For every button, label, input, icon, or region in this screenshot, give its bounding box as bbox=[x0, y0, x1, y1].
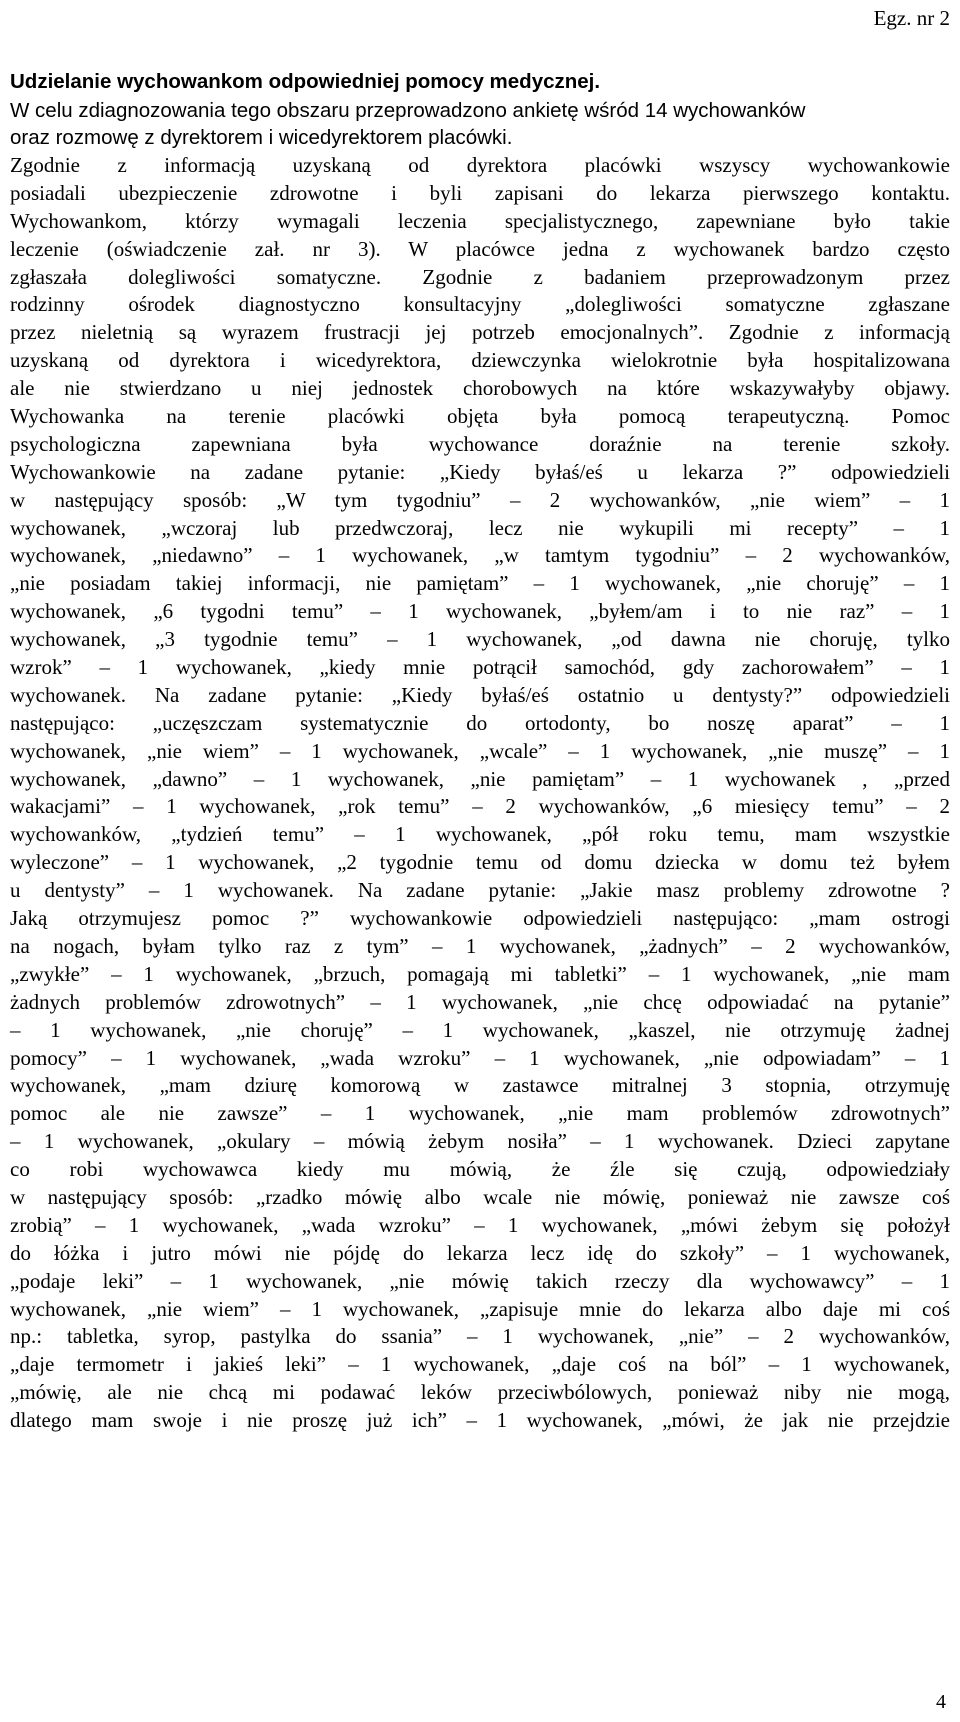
body-line: „zwykłe” – 1 wychowanek, „brzuch, pomagają mi tabletki” – 1 wychowanek, „nie mam bbox=[10, 961, 950, 986]
intro-line: oraz rozmowę z dyrektorem i wicedyrektorem placówki. bbox=[10, 126, 513, 149]
body-line: „daje termometr i jakieś leki” – 1 wychowanek, „daje coś na ból” – 1 wychowanek, bbox=[10, 1352, 950, 1377]
document-number-label: Egz. nr 2 bbox=[873, 6, 950, 30]
body-paragraph bbox=[10, 152, 950, 1435]
body-line: żadnych problemów zdrowotnych” – 1 wychowanek, „nie chcę odpowiadać na pytanie” bbox=[10, 989, 950, 1014]
body-line: psychologiczna zapewniana była wychowance doraźnie na terenie szkoły. bbox=[10, 431, 950, 456]
body-line: Jaką otrzymujesz pomoc ?” wychowankowie odpowiedzieli następująco: „mam ostrogi bbox=[10, 906, 950, 931]
body-line: Zgodnie z informacją uzyskaną od dyrektora placówki wszyscy wychowankowie bbox=[10, 153, 950, 177]
body-line: – 1 wychowanek, „nie choruję” – 1 wychowanek, „kaszel, nie otrzymuję żadnej bbox=[10, 1017, 950, 1042]
body-line: ale nie stwierdzano u niej jednostek chorobowych na które wskazywałyby objawy. bbox=[10, 376, 950, 401]
body-line: wychowanek, „mam dziurę komorową w zastawce mitralnej 3 stopnia, otrzymuję bbox=[10, 1073, 950, 1098]
body-line: Wychowanka na terenie placówki objęta była pomocą terapeutyczną. Pomoc bbox=[10, 404, 950, 429]
body-line: wychowanek, „nie wiem” – 1 wychowanek, „zapisuje mnie do lekarza albo daje mi coś bbox=[10, 1296, 950, 1321]
body-line: wychowanek, „nie wiem” – 1 wychowanek, „wcale” – 1 wychowanek, „nie muszę” – 1 bbox=[10, 738, 950, 763]
body-line: w następujący sposób: „W tym tygodniu” – 2 wychowanków, „nie wiem” – 1 bbox=[10, 487, 950, 512]
body-line: wychowanek, „3 tygodnie temu” – 1 wychowanek, „od dawna nie choruję, tylko bbox=[10, 627, 950, 652]
intro-paragraph bbox=[10, 97, 950, 151]
body-line: zrobią” – 1 wychowanek, „wada wzroku” – 1 wychowanek, „mówi żebym się położył bbox=[10, 1212, 950, 1237]
intro-line: W celu zdiagnozowania tego obszaru przeprowadzono ankietę wśród 14 wychowanków bbox=[10, 99, 806, 122]
body-line: rodzinny ośrodek diagnostyczno konsultacyjny „dolegliwości somatyczne zgłaszane bbox=[10, 292, 950, 317]
body-line: przez nieletnią są wyrazem frustracji jej potrzeb emocjonalnych”. Zgodnie z informacją bbox=[10, 320, 950, 345]
body-line: uzyskaną od dyrektora i wicedyrektora, dziewczynka wielokrotnie była hospitalizowana bbox=[10, 348, 950, 373]
body-line: zgłaszała dolegliwości somatyczne. Zgodnie z badaniem przeprowadzonym przez bbox=[10, 264, 950, 289]
body-line: wychowanek, „niedawno” – 1 wychowanek, „w tamtym tygodniu” – 2 wychowanków, bbox=[10, 543, 950, 568]
body-line: wychowanek, „dawno” – 1 wychowanek, „nie pamiętam” – 1 wychowanek , „przed bbox=[10, 766, 950, 791]
body-line: posiadali ubezpieczenie zdrowotne i byli zapisani do lekarza pierwszego kontaktu. bbox=[10, 180, 950, 205]
body-line: „mówię, ale nie chcą mi podawać leków przeciwbólowych, ponieważ niby nie mogą, bbox=[10, 1380, 950, 1405]
body-line: leczenie (oświadczenie zał. nr 3). W placówce jedna z wychowanek bardzo często bbox=[10, 236, 950, 261]
body-line: wychowanków, „tydzień temu” – 1 wychowanek, „pół roku temu, mam wszystkie bbox=[10, 822, 950, 847]
body-line: pomocy” – 1 wychowanek, „wada wzroku” – 1 wychowanek, „nie odpowiadam” – 1 bbox=[10, 1045, 950, 1070]
body-line: wychowanek, „6 tygodni temu” – 1 wychowanek, „byłem/am i to nie raz” – 1 bbox=[10, 599, 950, 624]
section-heading: Udzielanie wychowankom odpowiedniej pomocy medycznej. bbox=[10, 70, 601, 93]
body-line: na nogach, byłam tylko raz z tym” – 1 wychowanek, „żadnych” – 2 wychowanków, bbox=[10, 933, 950, 958]
page-number: 4 bbox=[936, 1691, 946, 1713]
body-line: Wychowankom, którzy wymagali leczenia specjalistycznego, zapewniane było takie bbox=[10, 208, 950, 233]
body-line: u dentysty” – 1 wychowanek. Na zadane pytanie: „Jakie masz problemy zdrowotne ? bbox=[10, 878, 950, 903]
body-line: Wychowankowie na zadane pytanie: „Kiedy byłaś/eś u lekarza ?” odpowiedzieli bbox=[10, 459, 950, 484]
body-line: co robi wychowawca kiedy mu mówią, że źle się czują, odpowiedziały bbox=[10, 1157, 950, 1182]
body-line: następująco: „uczęszczam systematycznie do ortodonty, bo noszę aparat” – 1 bbox=[10, 710, 950, 735]
body-line: np.: tabletka, syrop, pastylka do ssania” – 1 wychowanek, „nie” – 2 wychowanków, bbox=[10, 1324, 950, 1349]
body-line: „nie posiadam takiej informacji, nie pamiętam” – 1 wychowanek, „nie choruję” – 1 bbox=[10, 571, 950, 596]
body-line: wakacjami” – 1 wychowanek, „rok temu” – 2 wychowanków, „6 miesięcy temu” – 2 bbox=[10, 794, 950, 819]
body-line: wychowanek, „wczoraj lub przedwczoraj, lecz nie wykupili mi recepty” – 1 bbox=[10, 515, 950, 540]
body-line: dlatego mam swoje i nie proszę już ich” – 1 wychowanek, „mówi, że jak nie przejdzie bbox=[10, 1408, 950, 1433]
body-line: „podaje leki” – 1 wychowanek, „nie mówię takich rzeczy dla wychowawcy” – 1 bbox=[10, 1268, 950, 1293]
body-line: wyleczone” – 1 wychowanek, „2 tygodnie temu od domu dziecka w domu też byłem bbox=[10, 850, 950, 875]
body-line: w następujący sposób: „rzadko mówię albo wcale nie mówię, ponieważ nie zawsze coś bbox=[10, 1184, 950, 1209]
body-line: – 1 wychowanek, „okulary – mówią żebym nosiła” – 1 wychowanek. Dzieci zapytane bbox=[10, 1129, 950, 1154]
body-line: pomoc ale nie zawsze” – 1 wychowanek, „nie mam problemów zdrowotnych” bbox=[10, 1101, 950, 1126]
body-line: wychowanek. Na zadane pytanie: „Kiedy byłaś/eś ostatnio u dentysty?” odpowiedzieli bbox=[10, 682, 950, 707]
body-line: do łóżka i jutro mówi nie pójdę do lekarza lecz idę do szkoły” – 1 wychowanek, bbox=[10, 1240, 950, 1265]
body-line: wzrok” – 1 wychowanek, „kiedy mnie potrącił samochód, gdy zachorowałem” – 1 bbox=[10, 655, 950, 680]
